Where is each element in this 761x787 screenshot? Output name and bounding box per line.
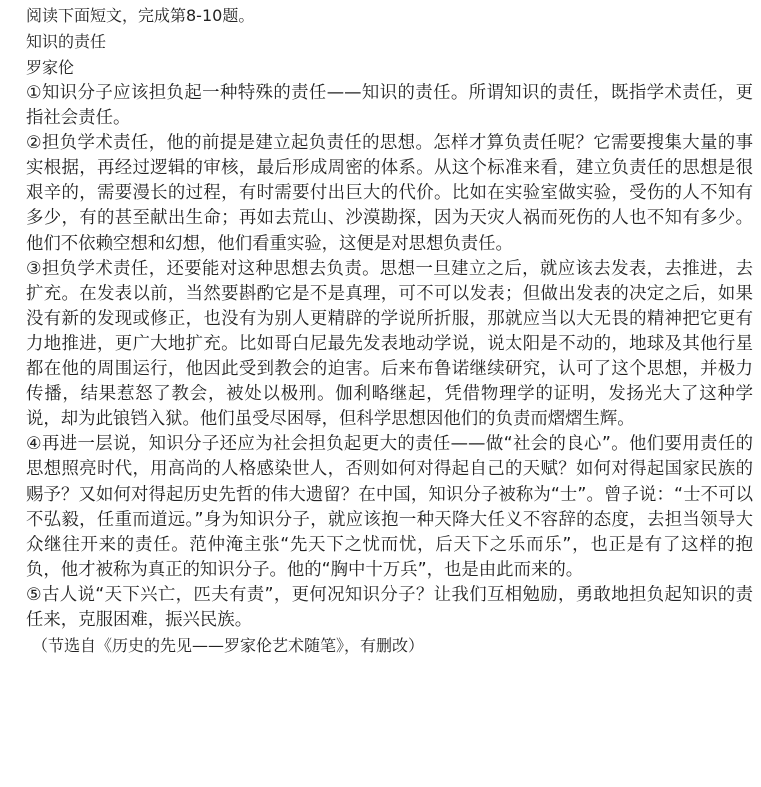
paragraph-4: ④再进一层说，知识分子还应为社会担负起更大的责任——做“社会的良心”。他们要用责任的思想照亮时代，用高尚的人格感染世人，否则如何对得起自己的天赋？如何对得起国家民族的赐予？又如何对得起历史先哲的伟大遗留？在中国，知识分子被称为“士”。曾子说：“士不可以不弘毅，任重而道远。”身为知识分子，就应该抱一种天降大任义不容辞的态度，去担当领导大众继往开来的责任。范仲淹主张“先天下之忧而忧，后天下之乐而乐”，也正是有了这样的抱负，他才被称为真正的知识分子。他的“胸中十万兵”，也是由此而来的。 [26, 434, 753, 580]
paragraph-5: ⑤古人说“天下兴亡，匹夫有责”，更何况知识分子？让我们互相勉励，勇敢地担负起知识的责任来，克服困难，振兴民族。 [26, 584, 753, 630]
paragraph-2: ②担负学术责任，他的前提是建立起负责任的思想。怎样才算负责任呢？它需要搜集大量的事实根据，再经过逻辑的审核，最后形成周密的体系。从这个标准来看，建立负责任的思想是很艰辛的，需要漫长的过程，有时需要付出巨大的代价。比如在实验室做实验，受伤的人不知有多少，有的甚至献出生命；再如去荒山、沙漠勘探，因为天灾人祸而死伤的人也不知有多少。他们不依赖空想和幻想，他们看重实验，这便是对思想负责任。 [26, 133, 753, 254]
paragraph-1: ①知识分子应该担负起一种特殊的责任——知识的责任。所谓知识的责任，既指学术责任，更指社会责任。 [26, 83, 753, 129]
article-title: 知识的责任 [26, 32, 107, 51]
instruction-line: 阅读下面短文，完成第8-10题。 [26, 6, 255, 25]
source-note: （节选自《历史的先见——罗家伦艺术随笔》，有删改） [32, 636, 425, 656]
paragraph-3: ③担负学术责任，还要能对这种思想去负责。思想一旦建立之后，就应该去发表，去推进，去扩充。在发表以前，当然要斟酌它是不是真理，可不可以发表；但做出发表的决定之后，如果没有新的发现或修正，也没有为别人更精辟的学说所折服，那就应当以大无畏的精神把它更有力地推进，更广大地扩充。比如哥白尼最先发表地动学说，说太阳是不动的，地球及其他行星都在他的周围运行，他因此受到教会的迫害。后来布鲁诺继续研究，认可了这个思想，并极力传播，结果惹怒了教会，被处以极刑。伽利略继起，凭借物理学的证明，发扬光大了这种学说，却为此锒铛入狱。他们虽受尽困辱，但科学思想因他们的负责而熠熠生辉。 [26, 258, 753, 430]
article-author: 罗家伦 [26, 58, 75, 77]
